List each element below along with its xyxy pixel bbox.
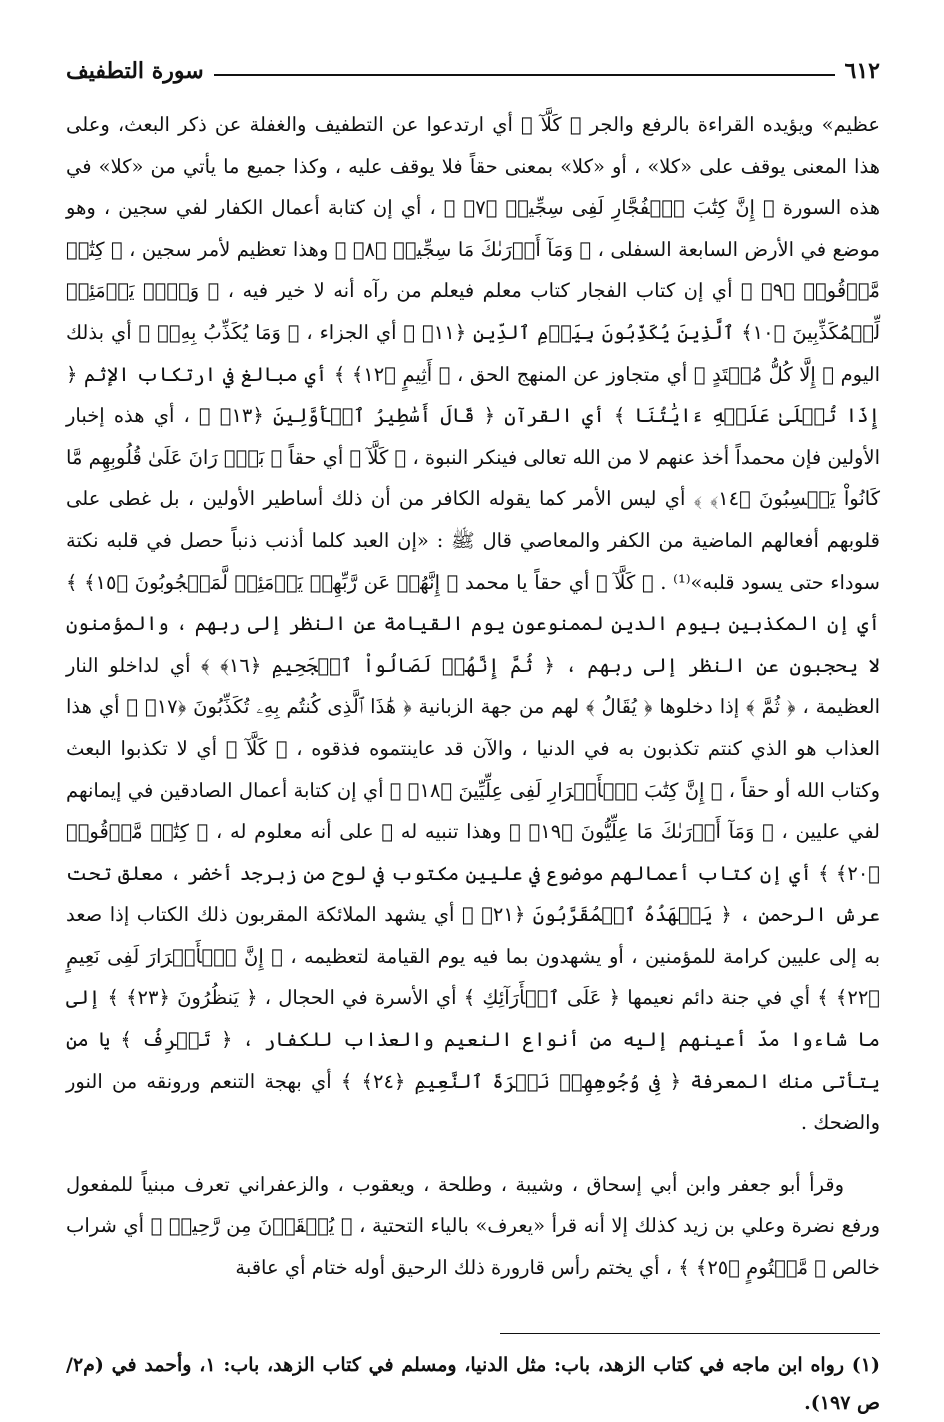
- paragraph-1: عظيم» ويؤيده القراءة بالرفع والجر ﴿ كَلَّآ ﴾ أي ارتدعوا عن التطفيف والغفلة عن ذكر البعث، وعلى هذا المعنى يوقف على «كلا» ، أو «كلا» بمعنى حقاً فلا يوقف عليه ، وكذا جميع ما يأتي من «كلا» في هذه السورة ﴿ إِنَّ كِتَٰبَ ٱلۡفُجَّارِ لَفِى سِجِّينٖ ﴿٧﴾ ﴾ ، أي إن كتابة أعمال الكفار لفي سجين ، وهو موضع في الأرض السابعة السفلى ، ﴿ وَمَآ أَدۡرَىٰكَ مَا سِجِّينٞ ﴿٨﴾ ﴾ وهذا تعظيم لأمر سجين ، ﴿ كِتَٰبٞ مَّرۡقُومٞ ﴿٩﴾ ﴾ أي إن كتاب الفجار كتاب معلم فيعلم من رآه أنه لا خير فيه ، ﴿ وَيۡلٞ يَوۡمَئِذٖ لِّلۡمُكَذِّبِينَ ﴿١٠﴾ ٱلَّذِينَ يُكَذِّبُونَ بِيَوۡمِ ٱلدِّينِ ﴿١١﴾ ﴾ أي الجزاء ، ﴿ وَمَا يُكَذِّبُ بِهِۦٓ ﴾ أي بذلك اليوم ﴿ إِلَّا كُلُّ مُعۡتَدٍ ﴾ أي متجاوز عن المنهج الحق ، ﴿ أَثِيمٍ ﴿١٢﴾ ﴾ أي مبالغ في ارتكاب الإثم ﴿ إِذَا تُتۡلَىٰ عَلَيۡهِ ءَايَٰتُنَا ﴾ أي القرآن ﴿ قَالَ أَسَٰطِيرُ ٱلۡأَوَّلِينَ ﴿١٣﴾ ﴾ ، أي هذه إخبار الأولين فإن محمداً أخذ عنهم لا من الله تعالى فينكر النبوة ، ﴿ كَلَّآ ﴾ أي حقاً ﴿ بَلۡۜ رَانَ عَلَىٰ قُلُوبِهِم مَّا كَانُواْ يَكۡسِبُونَ ﴿١٤﴾ ﴾ أي ليس الأمر كما يقوله الكافر من أن ذلك أساطير الأولين ، بل غطى على قلوبهم أفعالهم الماضية من الكفر والمعاصي قال ﷺ : «إن العبد كلما أذنب ذنباً حصل في قلبه نكتة سوداء حتى يسود قلبه»⁽¹⁾ . ﴿ كَلَّآ ﴾ أي حقاً يا محمد ﴿ إِنَّهُمۡ عَن رَّبِّهِمۡ يَوۡمَئِذٖ لَّمَحۡجُوبُونَ ﴿١٥﴾ ﴾ أي إن المكذبين بيوم الدين لممنوعون يوم القيامة عن النظر إلى ربهم ، والمؤمنون لا يحجبون عن النظر إلى ربهم ، ﴿ ثُمَّ إِنَّهُمۡ لَصَالُواْ ٱلۡجَحِيمِ ﴿١٦﴾ ﴾ أي لداخلو النار العظيمة ، ﴿ ثُمَّ ﴾ إذا دخلوها ﴿ يُقَالُ ﴾ لهم من جهة الزبانية ﴿ هَٰذَا ٱلَّذِى كُنتُم بِهِۦ تُكَذِّبُونَ ﴿١٧﴾ ﴾ أي هذا العذاب هو الذي كنتم تكذبون به في الدنيا ، والآن قد عاينتموه فذقوه ، ﴿ كَلَّآ ﴾ أي لا تكذبوا البعث وكتاب الله أو حقاً ، ﴿ إِنَّ كِتَٰبَ ٱلۡأَبۡرَارِ لَفِى عِلِّيِّينَ ﴿١٨﴾ ﴾ أي إن كتابة أعمال الصادقين في إيمانهم لفي عليين ، ﴿ وَمَآ أَدۡرَىٰكَ مَا عِلِّيُّونَ ﴿١٩﴾ ﴾ وهذا تنبيه له ﷺ على أنه معلوم له ، ﴿ كِتَٰبٞ مَّرۡقُومٞ ﴿٢٠﴾ ﴾ أي إن كتاب أعمالهم موضوع في عليين مكتوب في لوح من زبرجد أخضر ، معلق تحت عرش الرحمن ، ﴿ يَشۡهَدُهُ ٱلۡمُقَرَّبُونَ ﴿٢١﴾ ﴾ أي يشهد الملائكة المقربون ذلك الكتاب إذا صعد به إلى عليين كرامة للمؤمنين ، أو يشهدون بما فيه يوم القيامة لتعظيمه ، ﴿ إِنَّ ٱلۡأَبۡرَارَ لَفِى نَعِيمٍ ﴿٢٢﴾ ﴾ أي في جنة دائم نعيمها ﴿ عَلَى ٱلۡأَرَآئِكِ ﴾ أي الأسرة في الحجال ، ﴿ يَنظُرُونَ ﴿٢٣﴾ ﴾ إلى ما شاءوا مدّ أعينهم إليه من أنواع النعيم والعذاب للكفار ، ﴿ تَعۡرِفُ ﴾ يا من يتأتى منك المعرفة ﴿ فِى وُجُوهِهِمۡ نَضۡرَةَ ٱلنَّعِيمِ ﴿٢٤﴾ ﴾ أي بهجة التنعم ورونقه من النور والضحك .: [66, 113, 881, 1135]
- running-header: [66, 54, 880, 84]
- footnote-separator: [500, 1333, 880, 1334]
- body-text: [66, 104, 880, 1289]
- header-rule: [214, 74, 835, 76]
- surah-title: سورة التطفيف: [66, 58, 204, 84]
- document-page: [66, 54, 881, 1414]
- paragraph-2: وقرأ أبو جعفر وابن أبي إسحاق ، وشيبة ، وطلحة ، ويعقوب ، والزعفراني تعرف مبنياً للمفعول ورفع نضرة وعلي بن زيد كذلك إلا أنه قرأ «يعرف» بالياء التحتية ، ﴿ يُسۡقَوۡنَ مِن رَّحِيقٖ ﴾ أي شراب خالص ﴿ مَّخۡتُومٍ ﴿٢٥﴾ ﴾ ، أي يختم رأس قارورة ذلك الرحيق أوله ختام أي عاقبة: [66, 1172, 880, 1280]
- page-number: ٦١٢: [844, 58, 880, 84]
- footnote: (١) رواه ابن ماجه في كتاب الزهد، باب: مثل الدنيا، ومسلم في كتاب الزهد، باب: ١، وأحمد في (م٢/ ص ١٩٧).: [66, 1353, 880, 1414]
